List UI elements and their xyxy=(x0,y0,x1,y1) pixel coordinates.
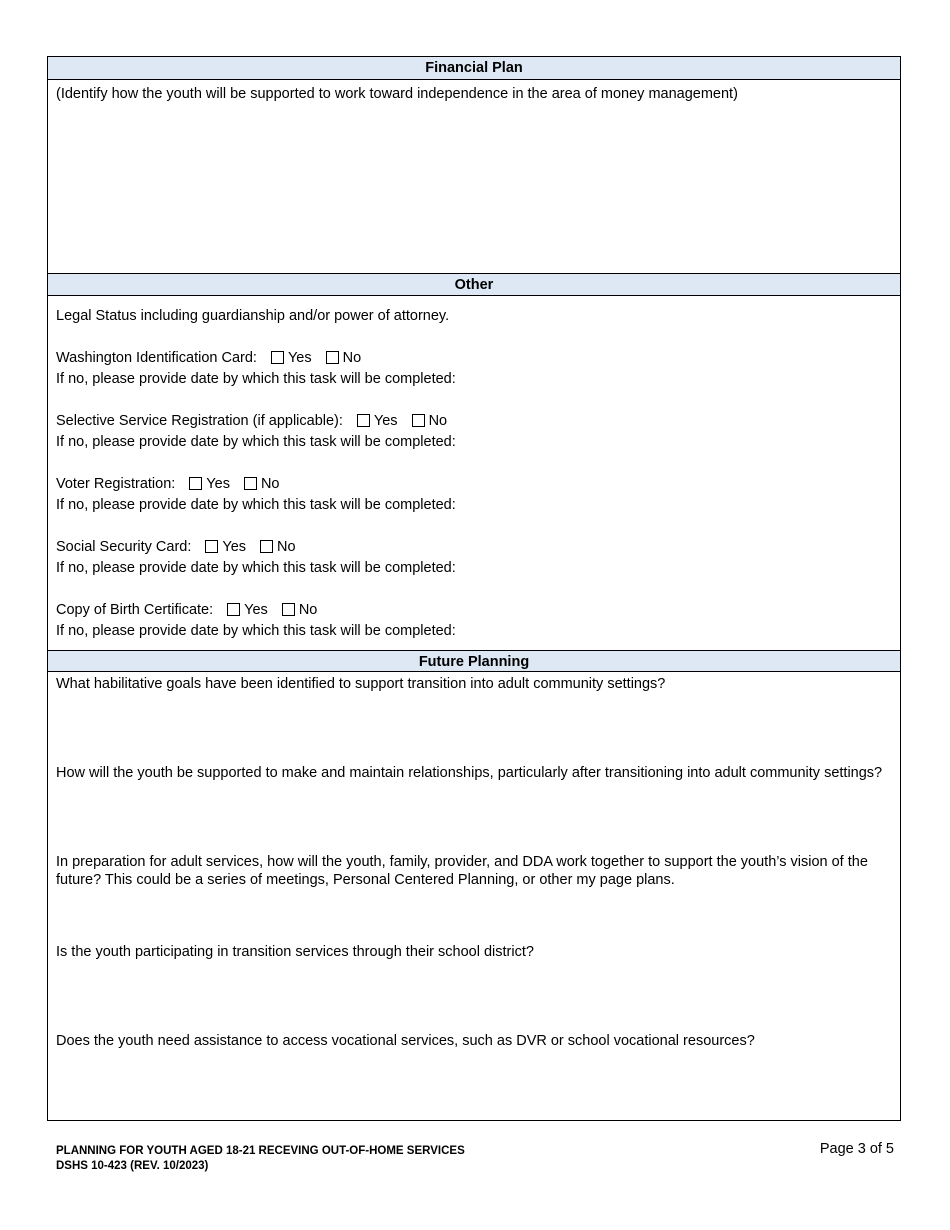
birth-certificate-yes-checkbox[interactable] xyxy=(227,603,240,616)
selective-service-row xyxy=(56,412,447,430)
selective-service-followup: If no, please provide date by which this task will be completed: xyxy=(56,434,456,450)
yes-label: Yes xyxy=(206,476,230,492)
footer-form-number: DSHS 10-423 (REV. 10/2023) xyxy=(56,1160,209,1172)
form-footer xyxy=(56,1144,465,1174)
future-question: How will the youth be supported to make and maintain relationships, particularly after transitioning into adult community settings? xyxy=(56,765,883,781)
selective-service-yes-checkbox[interactable] xyxy=(357,414,370,427)
other-header: Other xyxy=(48,273,900,296)
future-planning-section[interactable] xyxy=(48,672,900,1120)
yes-label: Yes xyxy=(244,602,268,618)
voter-registration-label: Voter Registration: xyxy=(56,476,176,492)
financial-plan-field[interactable] xyxy=(48,80,900,273)
birth-certificate-row xyxy=(56,601,317,619)
wa-id-yes-checkbox[interactable] xyxy=(271,351,284,364)
wa-id-no-checkbox[interactable] xyxy=(326,351,339,364)
no-label: No xyxy=(298,602,318,618)
voter-registration-row xyxy=(56,475,280,493)
selective-service-no-checkbox[interactable] xyxy=(412,414,425,427)
social-security-row xyxy=(56,538,296,556)
footer-title: PLANNING FOR YOUTH AGED 18-21 RECEVING OUT-OF-HOME SERVICES xyxy=(56,1145,465,1157)
yes-label: Yes xyxy=(222,539,247,555)
birth-certificate-no-checkbox[interactable] xyxy=(282,603,295,616)
birth-certificate-label: Copy of Birth Certificate: xyxy=(56,602,214,618)
voter-registration-no-checkbox[interactable] xyxy=(244,477,257,490)
selective-service-label: Selective Service Registration (if applicable): xyxy=(56,413,343,429)
future-question: Is the youth participating in transition services through their school district? xyxy=(56,944,534,960)
birth-certificate-followup: If no, please provide date by which this task will be completed: xyxy=(56,623,456,639)
social-security-followup: If no, please provide date by which this task will be completed: xyxy=(56,560,456,576)
no-label: No xyxy=(428,413,448,429)
social-security-no-checkbox[interactable] xyxy=(260,540,273,553)
future-question: Does the youth need assistance to access vocational services, such as DVR or school vocational resources? xyxy=(56,1033,755,1049)
social-security-yes-checkbox[interactable] xyxy=(205,540,218,553)
wa-id-card-label: Washington Identification Card: xyxy=(56,350,257,366)
yes-label: Yes xyxy=(287,350,312,366)
other-section xyxy=(48,296,900,650)
wa-id-followup: If no, please provide date by which this task will be completed: xyxy=(56,371,456,387)
future-question: What habilitative goals have been identified to support transition into adult community settings? xyxy=(56,676,666,692)
future-question: In preparation for adult services, how will the youth, family, provider, and DDA work together to support the youth’s vision of the future? This could be a series of meetings, Personal Centered Planning, or other my page plans. xyxy=(56,854,868,888)
yes-label: Yes xyxy=(373,413,398,429)
legal-status-label: Legal Status including guardianship and/or power of attorney. xyxy=(56,308,450,324)
form-table xyxy=(47,56,901,1121)
voter-registration-yes-checkbox[interactable] xyxy=(189,477,202,490)
no-label: No xyxy=(277,539,296,555)
financial-plan-header: Financial Plan xyxy=(48,57,900,80)
wa-id-card-row xyxy=(56,349,361,367)
page-number: Page 3 of 5 xyxy=(819,1141,894,1157)
social-security-label: Social Security Card: xyxy=(56,539,192,555)
financial-plan-prompt: (Identify how the youth will be supported to work toward independence in the area of money management) xyxy=(56,86,738,102)
voter-registration-followup: If no, please provide date by which this task will be completed: xyxy=(56,497,456,513)
no-label: No xyxy=(342,350,362,366)
future-planning-header: Future Planning xyxy=(48,650,900,672)
no-label: No xyxy=(260,476,280,492)
